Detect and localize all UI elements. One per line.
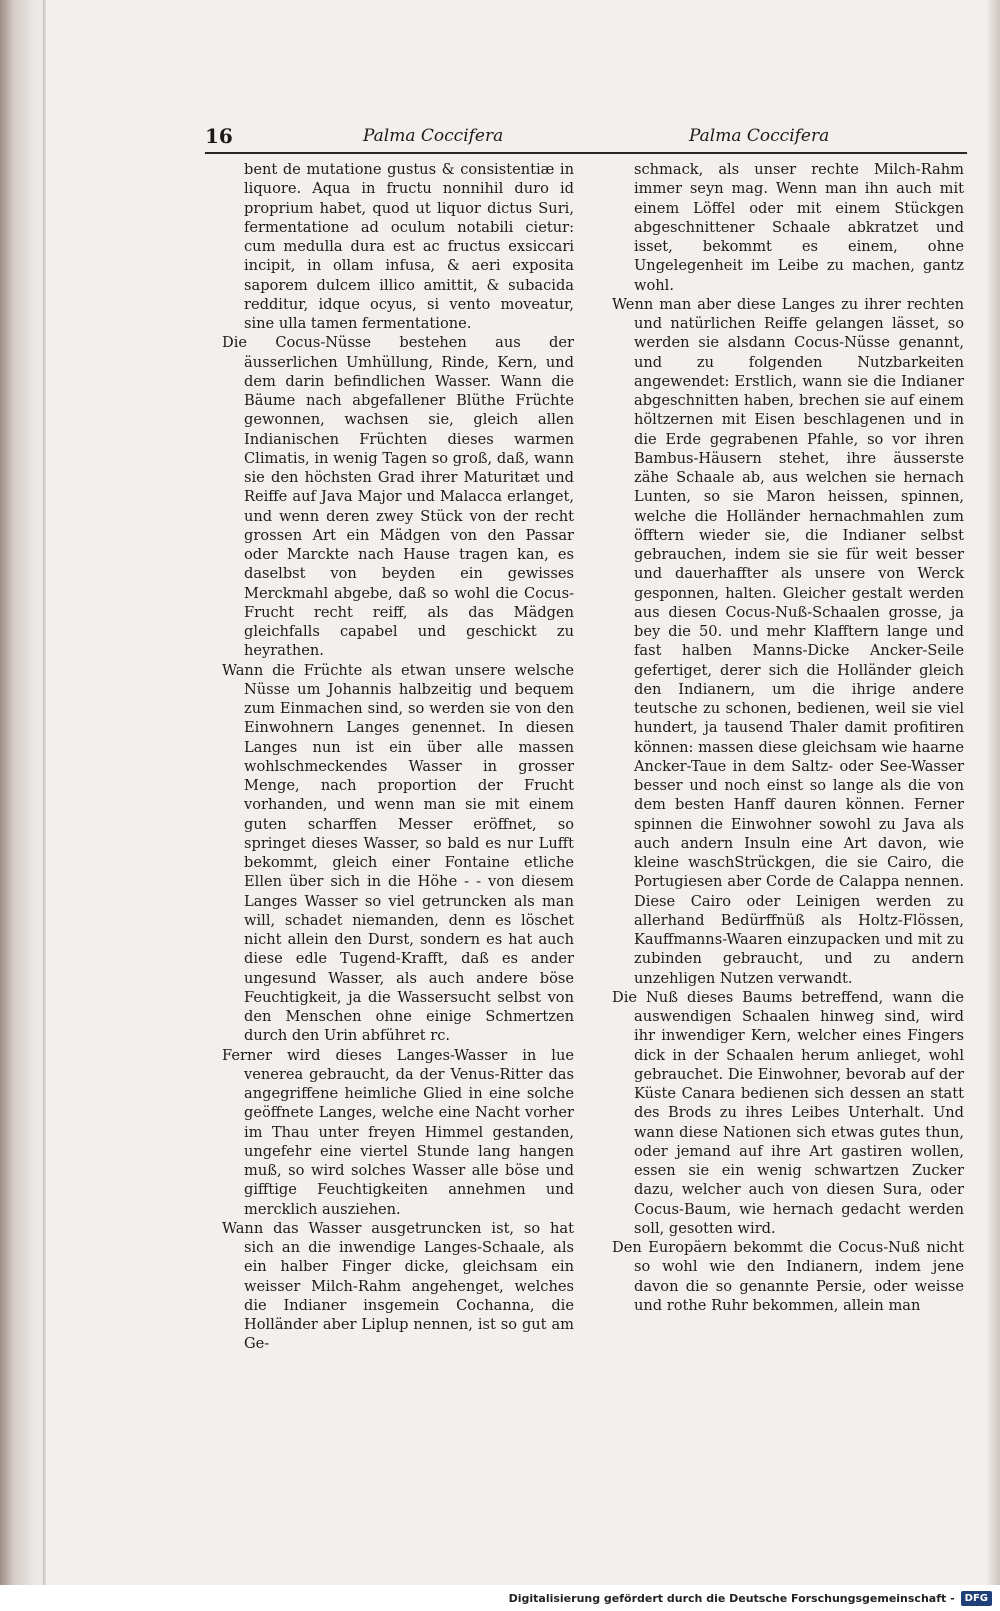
- paragraph: bent de mutatione gustus & consistentiæ in liquore. Aqua in fructu nonnihil duro id proprium habet, quod ut liquor dictus Suri, fermentatione ad oculum notabili cietur: cum medulla dura est ac fructus exsiccari incipit, in ollam infusa, & aeri exposita saporem dulcem illico amittit, & subacida redditur, idque ocyus, si vento moveatur, sine ulla tamen fermentatione.: [244, 161, 574, 332]
- page-edge-shadow: [986, 0, 1000, 1585]
- header-rule: [205, 152, 967, 154]
- paragraph: Den Europäern bekommt die Cocus-Nuß nicht so wohl wie den Indianern, indem jene davon die so genannte Persie, oder weisse und rothe Ruhr bekommen, allein man: [612, 1239, 964, 1314]
- paragraph: Die Cocus-Nüsse bestehen aus der äusserlichen Umhüllung, Rinde, Kern, und dem darin befindlichen Wasser. Wann die Bäume nach abgefallener Blüthe Früchte gewonnen, wachsen sie, gleich allen Indianischen Früchten dieses warmen Climatis, in wenig Tagen so groß, daß, wann sie den höchsten Grad ihrer Maturitæt und Reiffe auf Java Major und Malacca erlanget, und wenn deren zwey Stück von der recht grossen Art ein Mädgen von den Passar oder Marckte nach Hause tragen kan, es daselbst von beyden ein gewisses Merckmahl abgebe, daß so wohl die Cocus-Frucht recht reiff, als das Mädgen gleichfalls capabel und geschickt zu heyrathen.: [222, 334, 574, 660]
- paragraph: Wenn man aber diese Langes zu ihrer rechten und natürlichen Reiffe gelangen lässet, so werden sie alsdann Cocus-Nüsse genannt, und zu folgenden Nutzbarkeiten angewendet: Erstlich, wann sie die Indianer abgeschnitten haben, brechen sie auf einem höltzernen mit Eisen beschlagenen und in die Erde gegrabenen Pfahle, so vor ihren Bambus-Häusern stehet, ihre äusserste zähe Schaale ab, aus welchen sie hernach Lunten, so sie Maron heissen, spinnen, welche die Holländer hernachmahlen zum öfftern wieder sie, die Indianer selbst gebrauchen, indem sie sie für weit besser und dauerhaffter als unsere von Werck gesponnen, halten. Gleicher gestalt werden aus diesen Cocus-Nuß-Schaalen grosse, ja bey die 50. und mehr Klafftern lange und fast halben Manns-Dicke Ancker-Seile gefertiget, derer sich die Holländer gleich den Indianern, um die ihrige andere teutsche zu schonen, bedienen, weil sie viel hundert, ja tausend Thaler damit profitiren können: massen diese gleichsam wie haarne Ancker-Taue in dem Saltz- oder See-Wasser besser und noch einst so lange als die von dem besten Hanff dauren können. Ferner spinnen die Einwohner sowohl zu Java als auch andern Insuln eine Art davon, wie kleine waschStrückgen, die sie Cairo, die Portugiesen aber Corde de Calappa nennen. Diese Cairo oder Leinigen werden zu allerhand Bedürffnüß als Holtz-Flössen, Kauffmanns-Waaren einzupacken und mit zu zubinden gebraucht, und zu andern unzehligen Nutzen verwandt.: [612, 295, 964, 987]
- book-gutter: [0, 0, 46, 1585]
- running-title-right: Palma Coccifera: [689, 126, 830, 146]
- page-header: [205, 118, 975, 148]
- paragraph: Wann die Früchte als etwan unsere welsche Nüsse um Johannis halbzeitig und bequem zum Einmachen sind, so werden sie von den Einwohnern Langes genennet. In diesen Langes nun ist ein über alle massen wohlschmeckendes Wasser in grosser Menge, nach proportion der Frucht vorhanden, und wenn man sie mit einem guten scharffen Messer eröffnet, so springet dieses Wasser, so bald es nur Lufft bekommt, gleich einer Fontaine etliche Ellen über sich in die Höhe - - von diesem Langes Wasser so viel getruncken als man will, schadet niemanden, denn es löschet nicht allein den Durst, sondern es hat auch diese edle Tugend-Krafft, daß es ander ungesund Wasser, als auch andere böse Feuchtigkeit, ja die Wassersucht selbst von den Menschen ohne einige Schmertzen durch den Urin abführet rc.: [222, 661, 574, 1045]
- digitization-footer: [0, 1585, 1000, 1611]
- left-column: [222, 160, 574, 1354]
- paragraph: schmack, als unser rechte Milch-Rahm immer seyn mag. Wenn man ihn auch mit einem Löffel oder mit einem Stückgen abgeschnittener Schaale abkratzet und isset, bekommt es einem, ohne Ungelegenheit im Leibe zu machen, gantz wohl.: [634, 161, 964, 294]
- right-column: [612, 160, 964, 1315]
- running-title-left: Palma Coccifera: [363, 126, 504, 146]
- paragraph: Die Nuß dieses Baums betreffend, wann die auswendigen Schaalen hinweg sind, wird ihr inwendiger Kern, welcher eines Fingers dick in der Schaalen herum anlieget, wohl gebrauchet. Die Einwohner, bevorab auf der Küste Canara bedienen sich dessen an statt des Brods zu ihres Leibes Unterhalt. Und wann diese Nationen sich etwas gutes thun, oder jemand auf ihre Art gastiren wollen, essen sie ein wenig schwartzen Zucker dazu, welcher auch von diesen Sura, oder Cocus-Baum, wie hernach gedacht werden soll, gesotten wird.: [612, 988, 964, 1237]
- dfg-logo: DFG: [961, 1591, 992, 1606]
- footer-credit: Digitalisierung gefördert durch die Deutsche Forschungsgemeinschaft -: [508, 1591, 955, 1605]
- paragraph: Wann das Wasser ausgetruncken ist, so hat sich an die inwendige Langes-Schaale, als ein halber Finger dicke, gleichsam ein weisser Milch-Rahm angehenget, welches die Indianer insgemein Cochanna, die Holländer aber Liplup nennen, ist so gut am Ge-: [222, 1219, 574, 1353]
- page-number: 16: [205, 124, 233, 148]
- paragraph: Ferner wird dieses Langes-Wasser in lue venerea gebraucht, da der Venus-Ritter das angegriffene heimliche Glied in eine solche geöffnete Langes, welche eine Nacht vorher im Thau unter freyen Himmel gestanden, ungefehr eine viertel Stunde lang hangen muß, so wird solches Wasser alle böse und gifftige Feuchtigkeiten annehmen und mercklich ausziehen.: [222, 1046, 574, 1218]
